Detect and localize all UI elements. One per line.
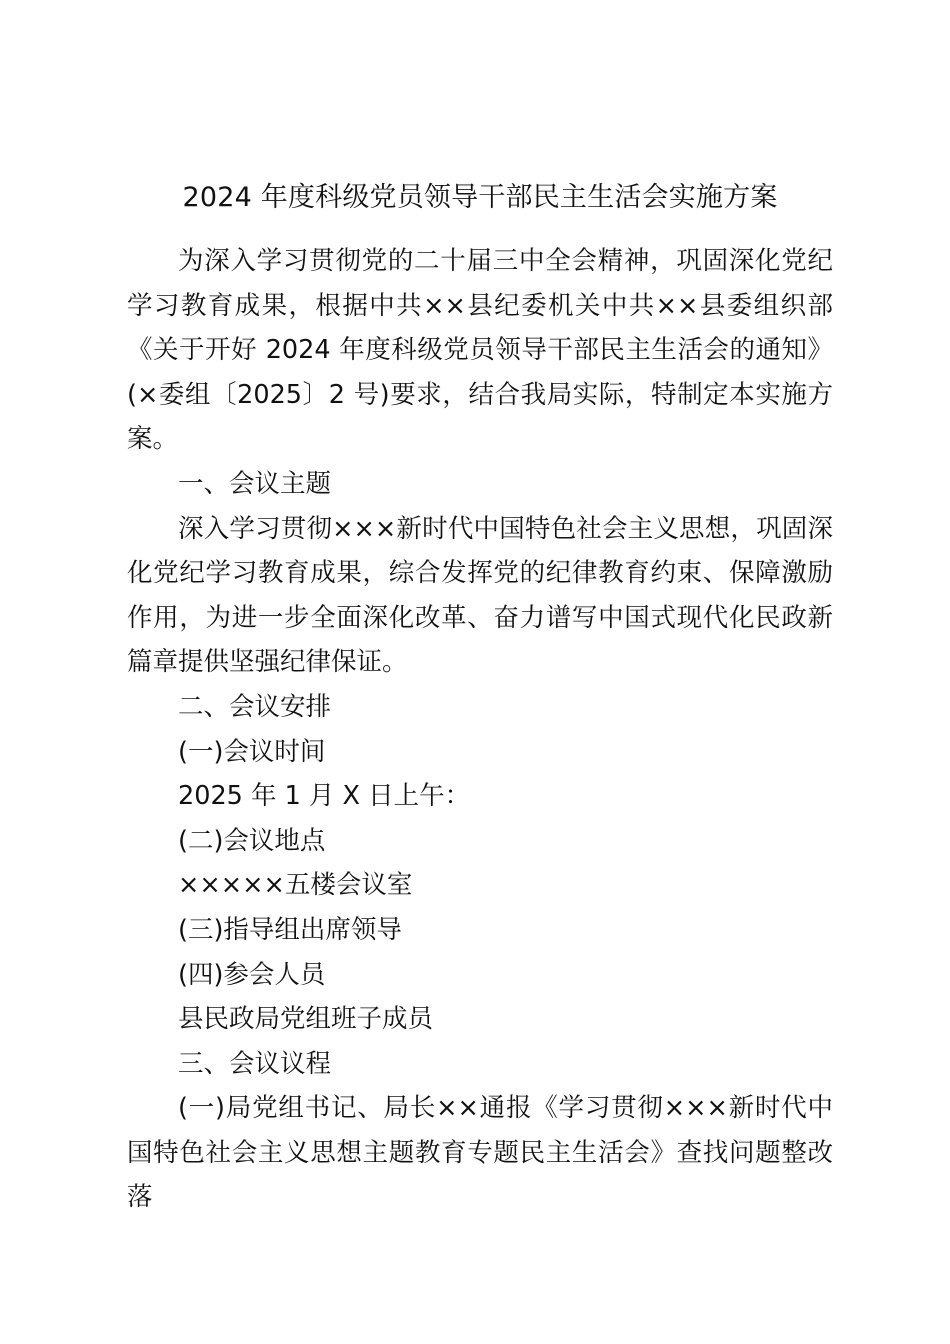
section-heading-theme: 一、会议主题 <box>178 468 332 499</box>
document-title: 2024 年度科级党员领导干部民主生活会实施方案 <box>182 182 778 213</box>
meeting-time-value: 2025 年 1 月 X 日上午： <box>178 781 471 812</box>
subheading-guiding-leaders: (三)指导组出席领导 <box>178 914 402 945</box>
subheading-meeting-time: (一)会议时间 <box>178 736 326 767</box>
document-body <box>127 239 833 1220</box>
subheading-meeting-place: (二)会议地点 <box>178 825 326 856</box>
section-heading-arrangement: 二、会议安排 <box>178 691 332 722</box>
intro-paragraph: 为深入学习贯彻党的二十届三中全会精神，巩固深化党纪学习教育成果，根据中共××县纪委机关中共××县委组织部《关于开好 2024 年度科级党员领导干部民主生活会的通知》(×委组〔2025〕2 号)要求，结合我局实际，特制定本实施方案。 <box>127 246 833 455</box>
section-heading-agenda: 三、会议议程 <box>178 1048 332 1079</box>
theme-paragraph: 深入学习贯彻×××新时代中国特色社会主义思想，巩固深化党纪学习教育成果，综合发挥党的纪律教育约束、保障激励作用，为进一步全面深化改革、奋力谱写中国式现代化民政新篇章提供坚强纪律保证。 <box>127 513 833 678</box>
attendees-value: 县民政局党组班子成员 <box>178 1004 434 1035</box>
meeting-place-value: ×××××五楼会议室 <box>178 870 413 901</box>
subheading-attendees: (四)参会人员 <box>178 959 326 990</box>
agenda-item-1: (一)局党组书记、局长××通报《学习贯彻×××新时代中国特色社会主义思想主题教育专题民主生活会》查找问题整改落 <box>127 1093 833 1213</box>
